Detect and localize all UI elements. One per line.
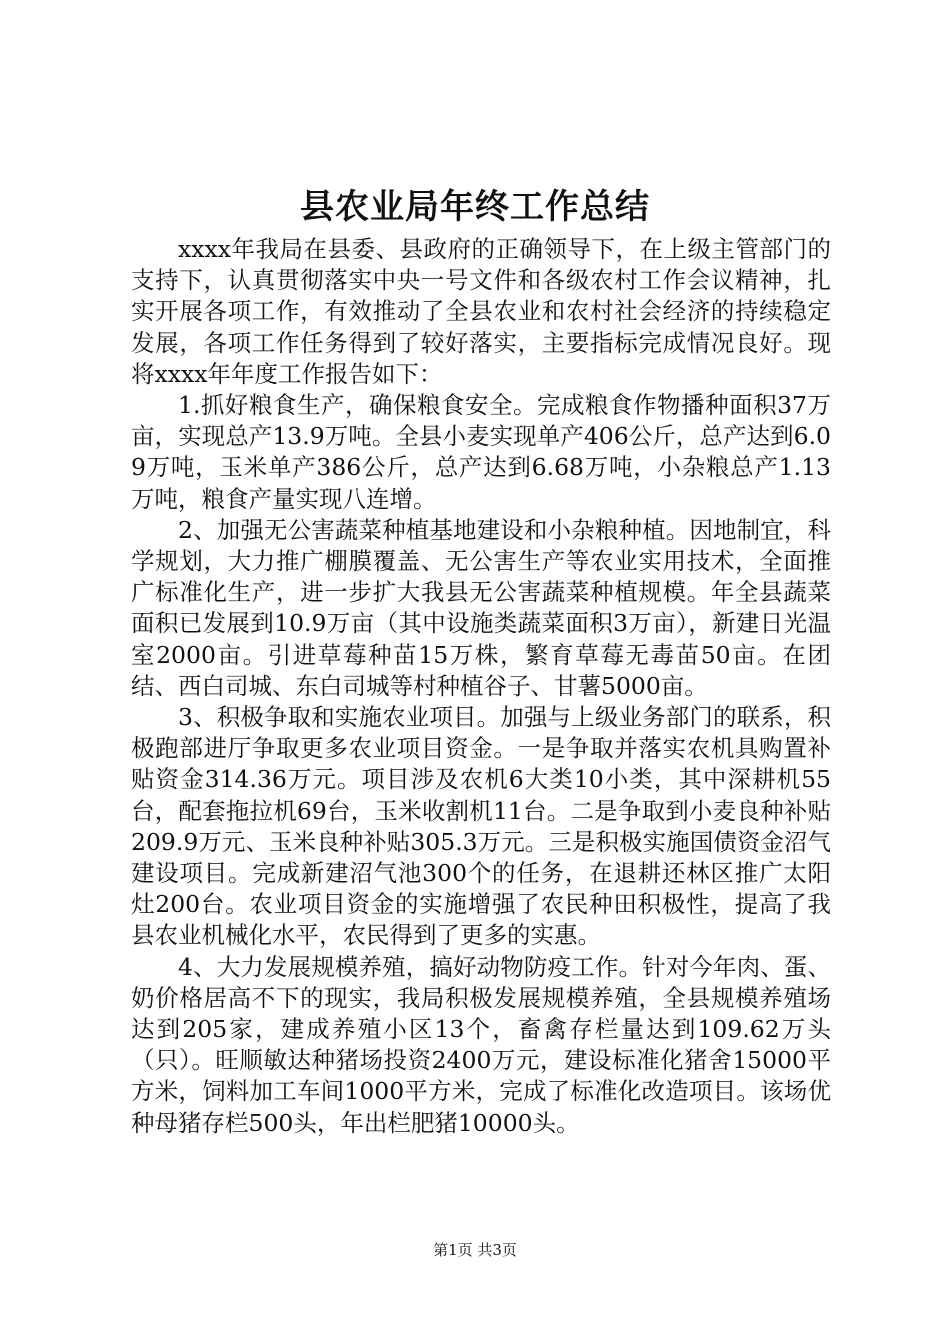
- page-number-footer: 第1页 共3页: [433, 1241, 517, 1259]
- document-title: 县农业局年终工作总结: [300, 187, 650, 227]
- document-body: [131, 234, 831, 1139]
- vegetable-base-paragraph: 2、加强无公害蔬菜种植基地建设和小杂粮种植。因地制宜，科学规划，大力推广棚膜覆盖、无公害生产等农业实用技术，全面推广标准化生产，进一步扩大我县无公害蔬菜种植规模。年全县蔬菜面积已发展到10.9万亩（其中设施类蔬菜面积3万亩），新建日光温室2000亩。引进草莓种苗15万株，繁育草莓无毒苗50亩。在团结、西白司城、东白司城等村种植谷子、甘薯5000亩。: [131, 515, 831, 700]
- agricultural-projects-paragraph: 3、积极争取和实施农业项目。加强与上级业务部门的联系，积极跑部进厅争取更多农业项目资金。一是争取并落实农机具购置补贴资金314.36万元。项目涉及农机6大类10小类，其中深耕机55台，配套拖拉机69台，玉米收割机11台。二是争取到小麦良种补贴209.9万元、玉米良种补贴305.3万元。三是积极实施国债资金沼气建设项目。完成新建沼气池300个的任务，在退耕还林区推广太阳灶200台。农业项目资金的实施增强了农民种田积极性，提高了我县农业机械化水平，农民得到了更多的实惠。: [131, 703, 831, 950]
- livestock-breeding-paragraph: 4、大力发展规模养殖，搞好动物防疫工作。针对今年肉、蛋、奶价格居高不下的现实，我局积极发展规模养殖，全县规模养殖场达到205家，建成养殖小区13个，畜禽存栏量达到109.62万头（只）。旺顺敏达种猪场投资2400万元，建设标准化猪舍15000平方米，饲料加工车间1000平方米，完成了标准化改造项目。该场优种母猪存栏500头，年出栏肥猪10000头。: [131, 952, 831, 1137]
- intro-paragraph: xxxx年我局在县委、县政府的正确领导下，在上级主管部门的支持下，认真贯彻落实中央一号文件和各级农村工作会议精神，扎实开展各项工作，有效推动了全县农业和农村社会经济的持续稳定发展，各项工作任务得到了较好落实，主要指标完成情况良好。现将xxxx年年度工作报告如下：: [131, 235, 831, 388]
- grain-production-paragraph: 1.抓好粮食生产，确保粮食安全。完成粮食作物播种面积37万亩，实现总产13.9万吨。全县小麦实现单产406公斤，总产达到6.09万吨，玉米单产386公斤，总产达到6.68万吨，小杂粮总产1.13万吨，粮食产量实现八连增。: [131, 391, 831, 513]
